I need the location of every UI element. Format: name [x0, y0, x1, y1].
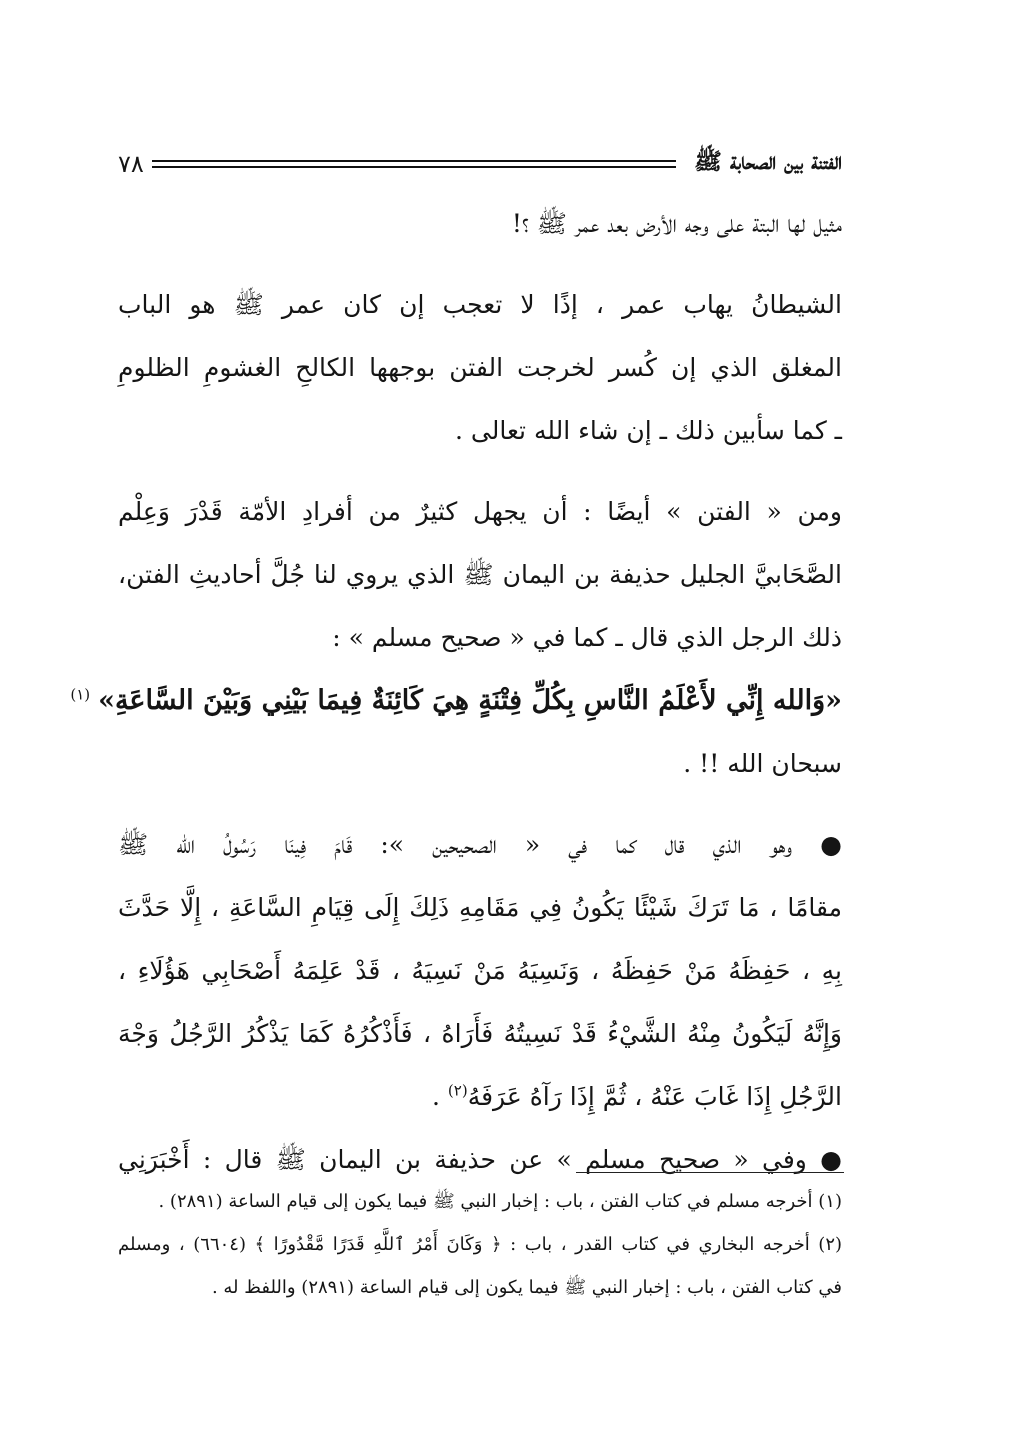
- text-line: بِهِ ، حَفِظَهُ مَنْ حَفِظَهُ ، وَنَسِيَهُ مَنْ نَسِيَهُ ، قَدْ عَلِمَهُ أَصْحَابِي هَؤُلَاءِ ،: [118, 956, 842, 985]
- footnote-line: (١) أخرجه مسلم في كتاب الفتن ، باب : إخبار النبي ﷺ فيما يكون إلى قيام الساعة (٢٨٩١) .: [158, 1191, 842, 1212]
- text-line: ذلك الرجل الذي قال ـ كما في « صحيح مسلم » :: [332, 623, 842, 652]
- running-title: الفتنة بين الصحابة ﷺ: [694, 148, 842, 175]
- main-text: [70, 192, 842, 1191]
- footnotes: [118, 1180, 842, 1309]
- footnote-line: في كتاب الفتن ، باب : إخبار النبي ﷺ فيما يكون إلى قيام الساعة (٢٨٩١) واللفظ له .: [211, 1277, 842, 1298]
- footnote-separator: [576, 1172, 844, 1173]
- header-rule: [152, 160, 676, 168]
- text-line: ● وهو الذي قال كما في « الصحيحين »: قَامَ فِينَا رَسُولُ الله ﷺ: [118, 830, 842, 859]
- text-line: ـ كما سأبين ذلك ـ إن شاء الله تعالى .: [455, 416, 842, 445]
- page-number: ٧٨: [118, 150, 144, 178]
- hadith-quote: «وَالله إِنِّي لأَعْلَمُ النَّاسِ بِكُلِّ فِتْنَةٍ هِيَ كَائِنَةٌ فِيمَا بَيْنِي وَبَيْنَ السَّاعَةِ»: [98, 685, 842, 716]
- text-line-with-ref: [118, 1065, 842, 1128]
- text-segment-tail: .: [432, 1082, 448, 1111]
- footnote-ref: (٢): [447, 1081, 468, 1100]
- text-line: وَإِنَّهُ لَيَكُونُ مِنْهُ الشَّيْءُ قَدْ نَسِيتُهُ فَأَرَاهُ ، فَأَذْكُرُهُ كَمَا يَذْكُرُ الرَّجُلُ وَجْهَ: [118, 1019, 842, 1048]
- text-line: الصَّحَابيَّ الجليل حذيفة بن اليمان ﷺ الذي يروي لنا جُلَّ أحاديثِ الفتن،: [118, 560, 842, 589]
- text-line: مقامًا ، مَا تَرَكَ شَيْئًا يَكُونُ فِي مَقَامِهِ ذَلِكَ إِلَى قِيَامِ السَّاعَةِ ، إِلَّا حَدَّثَ: [118, 893, 842, 922]
- footnote-ref: (١): [70, 685, 91, 704]
- text-line: سبحان الله !! .: [683, 749, 842, 778]
- paragraph-gap: [118, 255, 842, 273]
- text-line: ● وفي « صحيح مسلم » عن حذيفة بن اليمان ﷺ قال : أَخْبَرَنِي: [118, 1145, 842, 1174]
- footnote-line: (٢) أخرجه البخاري في كتاب القدر ، باب : ﴿ وَكَانَ أَمْرُ ٱللَّهِ قَدَرًا مَّقْدُورًا ﴾ (٦٦٠٤) ، ومسلم: [118, 1234, 843, 1255]
- text-line: مثيل لها البتة على وجه الأرض بعد عمر ﷺ ؟!: [511, 209, 842, 238]
- paragraph-gap: [118, 795, 842, 813]
- page-header: [118, 146, 842, 182]
- text-line: ومن « الفتن » أيضًا : أن يجهل كثيرٌ من أفرادِ الأمّة قَدْرَ وَعِلْم: [118, 497, 842, 526]
- paragraph-gap: [118, 462, 842, 480]
- text-line: الشيطانُ يهاب عمر ، إذًا لا تعجب إن كان عمر ﷺ هو الباب: [118, 290, 842, 319]
- text-segment: الرَّجُلِ إِذَا غَابَ عَنْهُ ، ثُمَّ إِذَا رَآهُ عَرَفَهُ: [467, 1082, 842, 1111]
- hadith-quote-line: [70, 669, 842, 732]
- text-line: المغلق الذي إن كُسر لخرجت الفتن بوجهها الكالحِ الغشومِ الظلومِ: [118, 353, 842, 382]
